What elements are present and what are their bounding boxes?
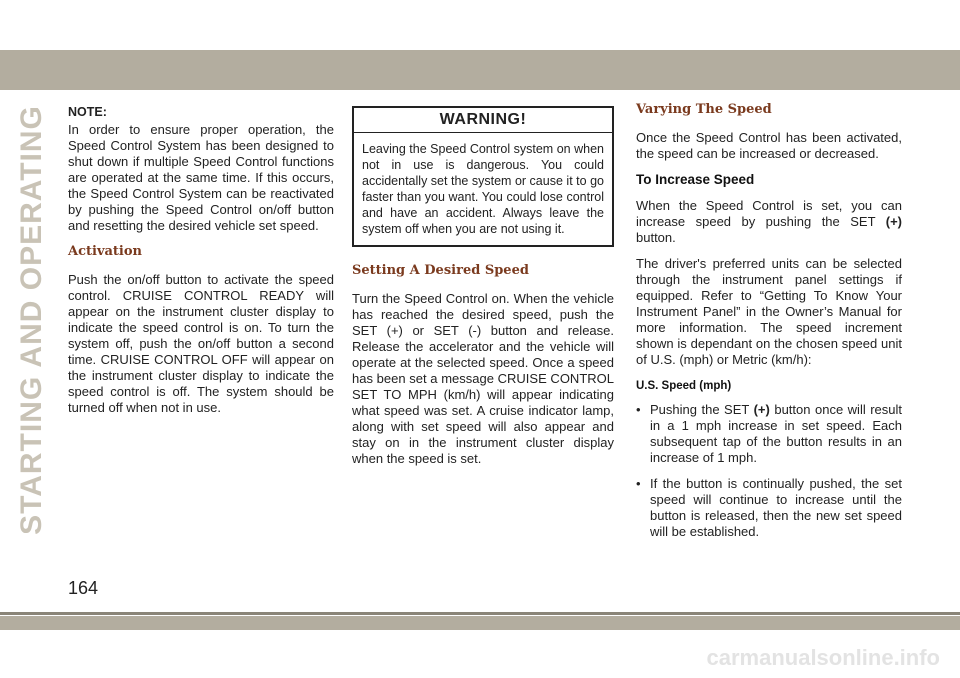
section-side-label: STARTING AND OPERATING (15, 105, 48, 535)
units-paragraph: The driver's preferred units can be selected through the instrument panel settings if equipped. Refer to “Getting To Know Your Instrument Panel” in the Owner’s Manual for more information. The speed increment shown is dependant on the chosen speed unit of U.S. (mph) or Metric (km/h): (636, 256, 902, 367)
header-band (0, 50, 960, 90)
warning-title: WARNING! (354, 108, 612, 133)
list-item: • Pushing the SET (+) button once will result in a 1 mph increase in set speed. Each subsequent tap of the button results in an increase of 1 mph. (636, 402, 903, 465)
footer-band (0, 616, 960, 630)
us-speed-heading: U.S. Speed (mph) (636, 380, 732, 392)
footer-rule (0, 612, 960, 615)
varying-speed-heading: Varying The Speed (636, 102, 772, 117)
activation-paragraph: Push the on/off button to activate the speed control. CRUISE CONTROL READY will appear on the instrument cluster display to indicate the speed control is on. To turn the system off, push the on/off button a second time. CRUISE CONTROL OFF will appear on the instrument cluster display to indicate the speed control is off. The system should be turned off when not in use. (68, 272, 334, 415)
column-right (636, 100, 902, 550)
column-middle (352, 100, 614, 477)
note-paragraph: In order to ensure proper operation, the Speed Control System has been designed to shut down if multiple Speed Control functions are operated at the same time. If this occurs, the Speed Control System can be reactivated by pushing the Speed Control on/off button and resetting the desired vehicle set speed. (68, 122, 334, 233)
increase-speed-paragraph: When the Speed Control is set, you can increase speed by pushing the SET (+) button. (636, 198, 902, 245)
page-number: 164 (68, 578, 99, 598)
setting-speed-paragraph: Turn the Speed Control on. When the vehicle has reached the desired speed, push the SET (+) or SET (-) button and release. Release the accelerator and the vehicle will operate at the selected speed. Once a speed has been set a message CRUISE CONTROL SET TO MPH (km/h) will appear indicating what speed was set. A cruise indicator lamp, along with set speed will also appear and stay on in the instrument cluster display when the speed is set. (352, 291, 614, 466)
list-item: • If the button is continually pushed, the set speed will continue to increase until the button is released, then the new set speed will be established. (636, 476, 902, 539)
activation-heading: Activation (68, 244, 142, 259)
column-left (68, 100, 334, 426)
warning-text: Leaving the Speed Control system on when not in use is dangerous. You could accidentally set the system or cause it to go faster than you want. You could lose control and have an accident. Always leave the system off when you are not using it. (362, 142, 604, 236)
warning-box (352, 106, 614, 247)
setting-speed-heading: Setting A Desired Speed (352, 263, 529, 278)
varying-speed-paragraph: Once the Speed Control has been activated, the speed can be increased or decreased. (636, 130, 902, 161)
note-heading: NOTE: (68, 105, 107, 119)
increase-speed-heading: To Increase Speed (636, 172, 755, 187)
watermark: carmanualsonline.info (706, 645, 940, 670)
